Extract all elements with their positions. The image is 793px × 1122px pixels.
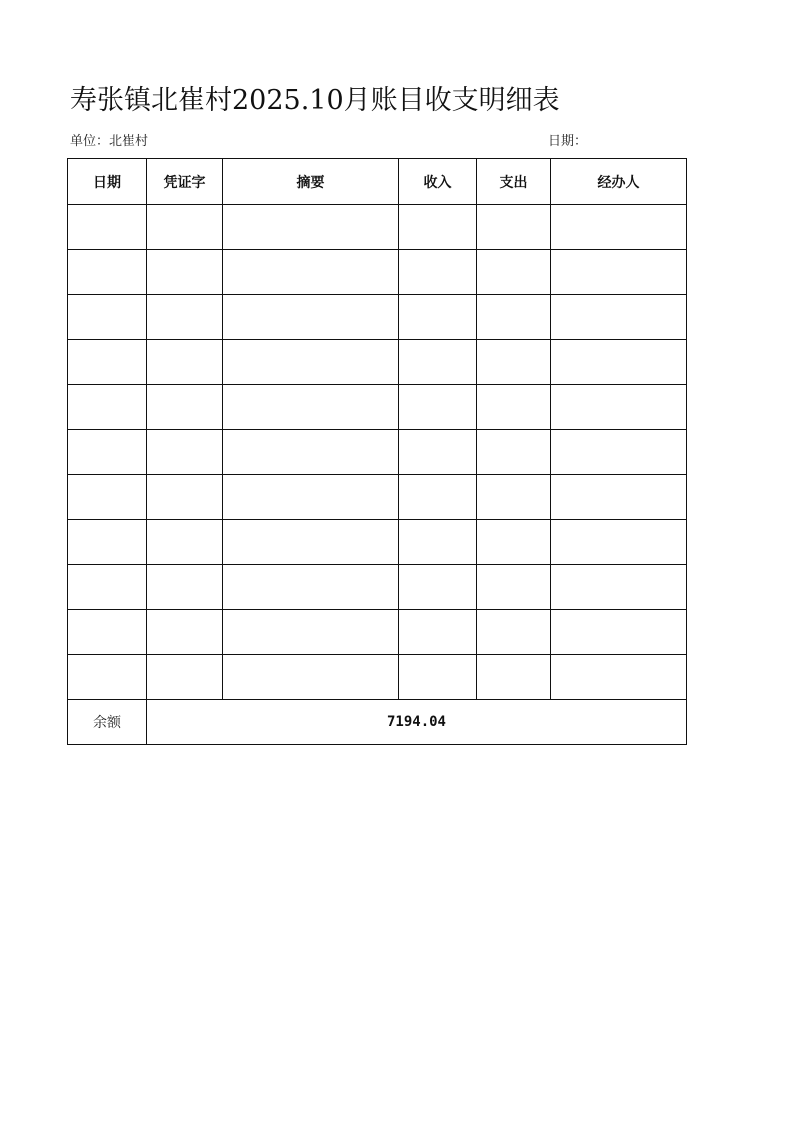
cell-date (68, 385, 147, 430)
cell-expense (477, 205, 551, 250)
cell-handler (551, 250, 687, 295)
date-label: 日期： (548, 134, 588, 149)
cell-summary (223, 475, 399, 520)
cell-voucher (147, 655, 223, 700)
cell-handler (551, 475, 687, 520)
cell-income (399, 610, 477, 655)
cell-date (68, 610, 147, 655)
cell-income (399, 385, 477, 430)
cell-handler (551, 430, 687, 475)
cell-expense (477, 565, 551, 610)
column-header-handler: 经办人 (551, 159, 687, 205)
column-header-income: 收入 (399, 159, 477, 205)
cell-date (68, 295, 147, 340)
cell-expense (477, 655, 551, 700)
cell-summary (223, 565, 399, 610)
table-row (68, 340, 687, 385)
cell-income (399, 250, 477, 295)
cell-handler (551, 610, 687, 655)
cell-summary (223, 340, 399, 385)
table-row (68, 385, 687, 430)
column-header-expense: 支出 (477, 159, 551, 205)
cell-date (68, 430, 147, 475)
cell-summary (223, 610, 399, 655)
cell-expense (477, 520, 551, 565)
cell-voucher (147, 295, 223, 340)
table-header-row (68, 159, 687, 205)
cell-income (399, 655, 477, 700)
cell-income (399, 205, 477, 250)
cell-expense (477, 430, 551, 475)
table-row (68, 475, 687, 520)
cell-expense (477, 475, 551, 520)
cell-summary (223, 520, 399, 565)
table-row (68, 520, 687, 565)
table-row (68, 250, 687, 295)
cell-voucher (147, 565, 223, 610)
cell-date (68, 340, 147, 385)
column-header-summary: 摘要 (223, 159, 399, 205)
cell-handler (551, 385, 687, 430)
cell-handler (551, 520, 687, 565)
cell-summary (223, 250, 399, 295)
table-row (68, 295, 687, 340)
cell-date (68, 250, 147, 295)
balance-row (68, 700, 687, 745)
cell-expense (477, 610, 551, 655)
table-row (68, 565, 687, 610)
cell-expense (477, 385, 551, 430)
table-row (68, 430, 687, 475)
cell-summary (223, 655, 399, 700)
cell-date (68, 655, 147, 700)
unit-label: 单位：北崔村 (70, 134, 149, 149)
cell-summary (223, 205, 399, 250)
column-header-date: 日期 (68, 159, 147, 205)
cell-summary (223, 295, 399, 340)
cell-date (68, 565, 147, 610)
cell-voucher (147, 520, 223, 565)
cell-income (399, 430, 477, 475)
cell-voucher (147, 250, 223, 295)
balance-label: 余额 (68, 700, 147, 745)
cell-handler (551, 655, 687, 700)
cell-income (399, 295, 477, 340)
cell-handler (551, 565, 687, 610)
table-row (68, 655, 687, 700)
ledger-body (68, 205, 687, 700)
cell-income (399, 475, 477, 520)
cell-expense (477, 340, 551, 385)
cell-income (399, 520, 477, 565)
cell-summary (223, 430, 399, 475)
cell-voucher (147, 205, 223, 250)
cell-summary (223, 385, 399, 430)
column-header-voucher: 凭证字 (147, 159, 223, 205)
cell-voucher (147, 340, 223, 385)
cell-expense (477, 250, 551, 295)
cell-income (399, 340, 477, 385)
cell-date (68, 205, 147, 250)
ledger-table (67, 158, 687, 745)
cell-voucher (147, 475, 223, 520)
cell-handler (551, 295, 687, 340)
table-row (68, 610, 687, 655)
cell-voucher (147, 610, 223, 655)
balance-value: 7194.04 (147, 700, 687, 745)
cell-income (399, 565, 477, 610)
cell-voucher (147, 385, 223, 430)
cell-date (68, 475, 147, 520)
cell-expense (477, 295, 551, 340)
cell-voucher (147, 430, 223, 475)
table-row (68, 205, 687, 250)
document-title: 寿张镇北崔村2025.10月账目收支明细表 (70, 85, 560, 116)
cell-handler (551, 205, 687, 250)
cell-date (68, 520, 147, 565)
cell-handler (551, 340, 687, 385)
